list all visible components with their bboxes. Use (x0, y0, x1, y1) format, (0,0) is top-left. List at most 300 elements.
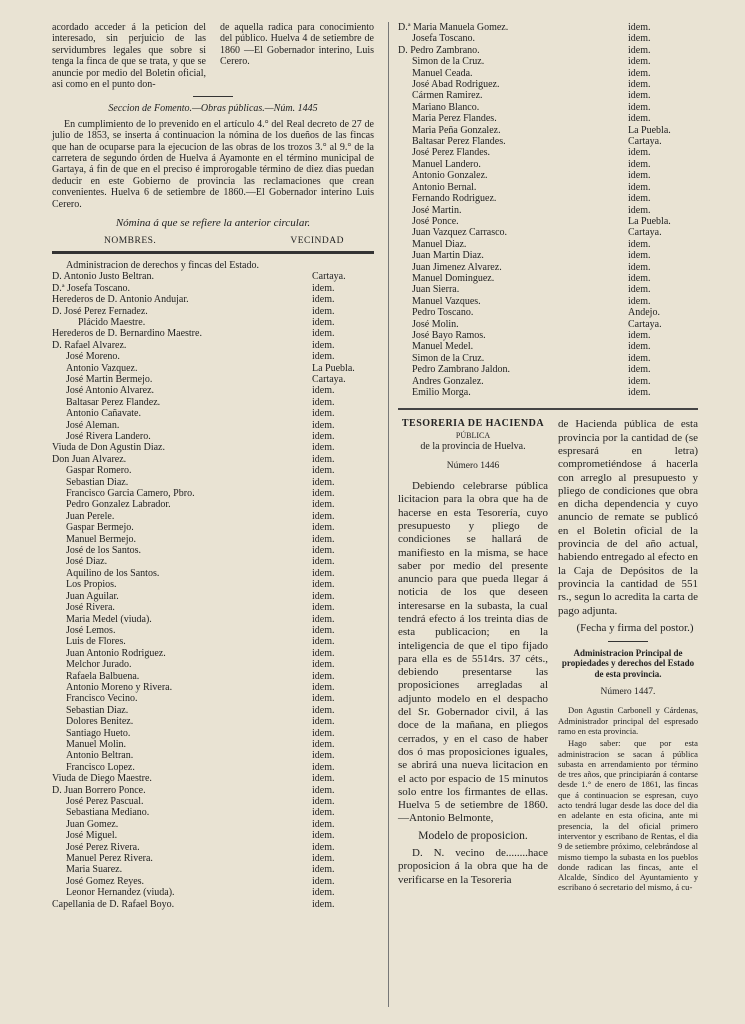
owner-name: Manuel Ceada. (412, 67, 473, 79)
thick-rule (52, 251, 374, 254)
owner-residence: idem. (312, 853, 335, 865)
owner-residence: idem. (628, 352, 651, 364)
list-item (52, 887, 374, 898)
owner-name: Melchor Jurado. (66, 659, 132, 671)
admin-entry: Administracion de derechos y fincas del Estado. (66, 259, 259, 271)
owner-residence: idem. (312, 636, 335, 648)
owner-name: Francisco Vecino. (66, 693, 138, 705)
list-item (52, 271, 374, 282)
owner-name: Sebastian Diaz. (66, 476, 129, 488)
owner-name: D. Pedro Zambrano. (398, 44, 480, 56)
owner-residence: idem. (628, 67, 651, 79)
list-item (398, 159, 698, 170)
owner-name: Juan Antonio Rodriguez. (66, 647, 166, 659)
owner-name: José Rivera Landero. (66, 431, 151, 442)
owner-residence: idem. (312, 830, 335, 842)
list-item (52, 568, 374, 579)
owner-name: José Perez Pascual. (66, 796, 144, 807)
owner-residence: idem. (312, 396, 335, 408)
owner-name: Baltasar Perez Flandez. (66, 396, 161, 408)
administracion-p1: Don Agustin Carbonell y Cárdenas, Administrador principal del espresado ramo en esta provincia. (558, 705, 698, 736)
list-item (52, 648, 374, 659)
owner-name: Antonio Vazquez. (66, 362, 138, 374)
list-item (52, 705, 374, 716)
list-item (52, 807, 374, 818)
owner-residence: idem. (628, 181, 651, 193)
continued-text-left: acordado acceder á la peticion del interesado, sin perjuicio de las servidumbres legales que sobre si tenga la finca de que se trata, y que se anuncie por medio del Boletin oficial, asi como en el punto don- (52, 22, 206, 91)
separator (193, 96, 233, 97)
list-item (398, 376, 698, 387)
list-item (52, 340, 374, 351)
owner-residence: Cartaya. (312, 271, 346, 283)
owner-residence: La Puebla. (628, 215, 671, 227)
owner-name: Simon de la Cruz. (412, 352, 485, 364)
owner-residence: idem. (628, 341, 651, 353)
owner-residence: idem. (312, 465, 335, 477)
owner-residence: idem. (628, 193, 651, 205)
continued-text (52, 22, 374, 90)
owner-name: José Martin. (412, 204, 462, 216)
owner-name: José Perez Rivera. (66, 841, 140, 853)
owner-name: Juan Vazquez Carrasco. (412, 227, 508, 239)
owner-residence: idem. (312, 898, 335, 910)
owner-name: Antonio Bernal. (412, 181, 477, 193)
owner-residence: idem. (628, 250, 651, 262)
owners-list-right (398, 22, 698, 398)
owner-name: José Martin Bermejo. (66, 373, 153, 385)
owner-residence: idem. (628, 272, 651, 284)
list-item (398, 364, 698, 375)
list-item (52, 830, 374, 841)
separator (608, 641, 648, 642)
owner-name: Luis de Flores. (66, 636, 126, 648)
owner-residence: idem. (312, 727, 335, 739)
section-heading: Seccion de Fomento.—Obras públicas.—Núm. 1445 (108, 103, 318, 115)
list-item (52, 853, 374, 864)
owner-residence: idem. (312, 750, 335, 762)
owner-residence: idem. (312, 602, 335, 614)
owner-name: Sebastiana Mediano. (66, 807, 150, 819)
owner-name: Mariano Blanco. (412, 101, 480, 113)
list-item (398, 56, 698, 67)
owner-name: Aquilino de los Santos. (66, 567, 160, 579)
owner-name: José Bayo Ramos. (412, 329, 486, 341)
owner-residence: idem. (628, 170, 651, 182)
owner-name: Juan Martin Diaz. (412, 250, 484, 262)
owner-residence: idem. (312, 419, 335, 431)
owner-residence: idem. (312, 590, 335, 602)
owner-name: Sebastian Diaz. (66, 704, 129, 716)
list-item (398, 113, 698, 124)
owner-name: D.ª Maria Manuela Gomez. (398, 22, 509, 33)
list-item (398, 102, 698, 113)
list-item (398, 216, 698, 227)
owner-residence: idem. (628, 364, 651, 376)
owner-residence: Cartaya. (628, 227, 662, 239)
list-item (52, 431, 374, 442)
owner-residence: idem. (312, 408, 335, 420)
owner-residence: idem. (312, 431, 335, 442)
list-item (52, 728, 374, 739)
owner-name: Fernando Rodriguez. (412, 193, 497, 205)
owner-residence: idem. (312, 887, 335, 899)
list-item (52, 614, 374, 625)
list-item (398, 147, 698, 158)
owner-residence: idem. (312, 659, 335, 671)
owner-name: Plácido Maestre. (78, 316, 146, 328)
owner-residence: idem. (312, 545, 335, 557)
administracion-title: Administracion Principal de propiedades y derechos del Estado de esta provincia. (561, 648, 695, 679)
owner-residence: Cartaya. (628, 136, 662, 148)
modelo-heading: Modelo de proposicion. (418, 829, 528, 842)
names-heading: NOMBRES. (104, 235, 157, 246)
owner-name: José Molin. (412, 318, 459, 330)
section-rule (398, 408, 698, 410)
list-item (398, 45, 698, 56)
owner-residence: idem. (312, 339, 335, 351)
list-item (52, 397, 374, 408)
list-item (52, 864, 374, 875)
owner-name: D.ª Josefa Toscano. (52, 282, 130, 294)
owner-name: Antonio Cañavate. (66, 408, 141, 420)
owner-name: D. Antonio Justo Beltran. (52, 271, 154, 283)
list-item (398, 205, 698, 216)
owner-residence: idem. (312, 510, 335, 522)
owner-residence: idem. (312, 305, 335, 317)
owner-name: Pedro Zambrano Jaldon. (412, 364, 511, 376)
list-item (398, 125, 698, 136)
owner-residence: idem. (628, 295, 651, 307)
notices-area (398, 418, 698, 894)
owner-name: D. Juan Borrero Ponce. (52, 784, 146, 796)
vecindad-heading: VECINDAD (290, 235, 344, 246)
owner-name: Rafaela Balbuena. (66, 670, 140, 682)
owner-residence: idem. (628, 101, 651, 113)
signature-line: (Fecha y firma del postor.) (576, 621, 694, 634)
owner-residence: idem. (312, 488, 335, 500)
owner-residence: idem. (628, 158, 651, 170)
owner-name: Maria Suarez. (66, 864, 123, 876)
administracion-p2: Hago saber: que por esta administracion se sacan á pública subasta en arrendamiento por término de tres años, que principiarán á contarse desde 1.° de enero de 1861, las fincas que á continuacion se espresan, cuyo acto tendrá lugar desde las doce del dia en adelante en esta oficina, ante mi presencia, la del oficial primero interventor y escribano de Rentas, el dia 9 de setiembre próximo, celebrándose al mismo tiempo la subasta en los pueblos donde radican las fincas, ante el Alcalde, Síndico del Ayuntamiento y escribano ó secretario del mismo, á cu- (558, 738, 698, 893)
list-item (52, 899, 374, 910)
owner-name: Viuda de Diego Maestre. (52, 773, 152, 785)
list-item (52, 328, 374, 339)
right-column (398, 22, 698, 895)
owner-name: Francisco Lopez. (66, 761, 135, 773)
list-item (52, 556, 374, 567)
list-item (52, 442, 374, 453)
owner-name: Maria Peña Gonzalez. (412, 124, 501, 136)
owner-name: Viuda de Don Agustin Diaz. (52, 442, 165, 454)
owner-name: Gaspar Romero. (66, 465, 132, 477)
owner-residence: idem. (312, 282, 335, 294)
owner-name: José Perez Flandes. (412, 147, 491, 159)
list-item (52, 750, 374, 761)
list-item (398, 319, 698, 330)
list-item (52, 602, 374, 613)
owner-residence: idem. (312, 875, 335, 887)
list-item (52, 511, 374, 522)
list-item (52, 671, 374, 682)
list-item (52, 739, 374, 750)
owner-name: Juan Sierra. (412, 284, 460, 296)
owner-residence: idem. (312, 807, 335, 819)
list-item (52, 625, 374, 636)
owner-residence: idem. (312, 693, 335, 705)
list-item (52, 385, 374, 396)
owner-residence: idem. (312, 841, 335, 853)
owner-residence: idem. (628, 204, 651, 216)
owner-residence: idem. (312, 499, 335, 511)
owner-residence: Cartaya. (312, 373, 346, 385)
owner-residence: idem. (312, 681, 335, 693)
owner-residence: idem. (628, 56, 651, 68)
owner-residence: idem. (312, 385, 335, 397)
owner-residence: idem. (628, 113, 651, 125)
list-item (398, 250, 698, 261)
tesoreria-place: de la provincia de Huelva. (420, 441, 526, 453)
owner-residence: idem. (312, 613, 335, 625)
owner-residence: idem. (628, 147, 651, 159)
list-item (52, 716, 374, 727)
owner-name: Manuel Medel. (412, 341, 474, 353)
list-item (398, 353, 698, 364)
owner-residence: idem. (628, 238, 651, 250)
owner-name: Emilio Morga. (412, 387, 471, 398)
owners-list-left (52, 271, 374, 910)
list-item (52, 374, 374, 385)
list-item (398, 79, 698, 90)
owner-name: Baltasar Perez Flandes. (412, 136, 506, 148)
nomina-title: Nómina á que se refiere la anterior circular. (115, 217, 311, 230)
list-item (52, 682, 374, 693)
list-item (52, 545, 374, 556)
owner-residence: idem. (312, 761, 335, 773)
owner-residence: idem. (312, 773, 335, 785)
list-item (398, 68, 698, 79)
list-item (52, 294, 374, 305)
owner-residence: idem. (628, 375, 651, 387)
owner-name: Capellania de D. Rafael Boyo. (52, 898, 175, 910)
list-item (52, 465, 374, 476)
list-item (52, 762, 374, 773)
proposal-continued: de Hacienda pública de esta provincia por la cantidad de (se espresará en letra) comprometiéndose á hacerla con arreglo al presupuesto y pliego de condiciones que obra en dicha dependencia y cuyo anuncio de remate se publicó en el Boletin oficial de la provincia de del año actual, habiendo entregado al efecto en la Caja de Depósitos de la provincia la cantidad de 551 rs., segun lo acredita la carta de pago adjunta. (558, 418, 698, 617)
owner-residence: idem. (628, 79, 651, 91)
owner-name: José Diaz. (66, 556, 108, 568)
owner-name: Herederos de D. Bernardino Maestre. (52, 328, 202, 340)
owner-name: Los Propios. (66, 579, 117, 591)
administracion-number: Número 1447. (600, 687, 656, 698)
owner-residence: idem. (628, 90, 651, 102)
owner-name: Don Juan Alvarez. (52, 453, 127, 465)
list-item (398, 227, 698, 238)
owner-residence: idem. (312, 864, 335, 876)
owner-name: José Abad Rodriguez. (412, 79, 500, 91)
list-item (398, 341, 698, 352)
owner-name: José Antonio Alvarez. (66, 385, 155, 397)
list-item (52, 842, 374, 853)
owner-name: José de los Santos. (66, 545, 141, 557)
owner-name: José Rivera. (66, 602, 115, 614)
owner-residence: idem. (628, 33, 651, 45)
owner-residence: idem. (312, 784, 335, 796)
owner-name: Antonio Gonzalez. (412, 170, 488, 182)
owner-name: José Gomez Reyes. (66, 875, 145, 887)
owner-name: Simon de la Cruz. (412, 56, 485, 68)
list-item (398, 262, 698, 273)
continued-text-right: de aquella radica para conocimiento del público. Huelva 4 de setiembre de 1860 —El Gobernador interino, Luis Cerero. (220, 22, 374, 68)
list-item (52, 351, 374, 362)
owner-name: José Ponce. (412, 215, 459, 227)
owner-name: Juan Aguilar. (66, 590, 119, 602)
list-item (52, 306, 374, 317)
owner-name: Manuel Molin. (66, 738, 126, 750)
list-item (52, 591, 374, 602)
owner-name: Manuel Landero. (412, 158, 481, 170)
owner-residence: idem. (312, 316, 335, 328)
list-item (52, 693, 374, 704)
owner-name: Leonor Hernandez (viuda). (66, 887, 175, 899)
owner-name: Francisco Garcia Camero, Pbro. (66, 488, 195, 500)
owner-name: Herederos de D. Antonio Andujar. (52, 294, 189, 306)
owner-name: José Miguel. (66, 830, 118, 842)
owner-residence: La Puebla. (312, 362, 355, 374)
column-divider (388, 22, 389, 1007)
list-item (398, 170, 698, 181)
tesoreria-subtitle: PÚBLICA (455, 430, 491, 440)
owner-residence: idem. (628, 284, 651, 296)
owner-residence: Cartaya. (628, 318, 662, 330)
owner-name: Andres Gonzalez. (412, 375, 484, 387)
owner-residence: idem. (628, 22, 651, 33)
owner-residence: idem. (312, 567, 335, 579)
list-item (52, 819, 374, 830)
list-item (398, 387, 698, 398)
owner-residence: idem. (628, 261, 651, 273)
list-item (52, 785, 374, 796)
list-item (398, 22, 698, 33)
owner-residence: idem. (312, 579, 335, 591)
list-item (52, 876, 374, 887)
owner-residence: idem. (312, 533, 335, 545)
owner-name: José Moreno. (66, 351, 120, 363)
owner-residence: idem. (628, 329, 651, 341)
intro-paragraph: En cumplimiento de lo prevenido en el artículo 4.° del Real decreto de 27 de julio de 1853, se inserta á continuacion la nómina de los dueños de las fincas que han de ocuparse para la ejecucion de las obras de los trozos 3.° al 9.° de la carretera de segundo órden de Huelva á Ayamonte en el término municipal de Gartaya, á fin de que en el preciso é improrogable término de diez dias puedan deducir en este Gobierno de provincia las reclamaciones que crean convenientes. Huelva 6 de setiembre de 1860.—El Gobernador interino Luis Cerero. (52, 118, 374, 210)
owner-residence: idem. (312, 522, 335, 534)
owner-name: Cármen Ramirez. (412, 90, 483, 102)
list-item (52, 534, 374, 545)
owner-name: Manuel Dominguez. (412, 272, 495, 284)
list-item (398, 284, 698, 295)
owner-name: D. Rafael Alvarez. (52, 339, 127, 351)
owner-name: Juan Perele. (66, 510, 115, 522)
list-item (52, 636, 374, 647)
list-item (52, 477, 374, 488)
owner-residence: idem. (312, 796, 335, 807)
owner-residence: idem. (312, 351, 335, 363)
list-item (398, 330, 698, 341)
list-item (52, 408, 374, 419)
list-item (52, 283, 374, 294)
owner-residence: idem. (312, 624, 335, 636)
owner-name: Dolores Benitez. (66, 716, 134, 728)
left-column (52, 22, 374, 910)
owner-residence: idem. (312, 294, 335, 306)
owner-name: D. José Perez Fernadez. (52, 305, 148, 317)
owner-name: Antonio Moreno y Rivera. (66, 681, 173, 693)
owner-name: Juan Gomez. (66, 818, 119, 830)
owner-residence: idem. (312, 647, 335, 659)
owner-residence: idem. (312, 716, 335, 728)
owner-name: José Lemos. (66, 624, 116, 636)
owner-residence: idem. (312, 442, 335, 454)
list-item (52, 796, 374, 807)
list-item (52, 773, 374, 784)
owner-name: José Aleman. (66, 419, 120, 431)
owner-residence: idem. (312, 453, 335, 465)
owner-name: Pedro Gonzalez Labrador. (66, 499, 171, 511)
list-item (52, 420, 374, 431)
owner-name: Antonio Beltran. (66, 750, 134, 762)
list-item (398, 136, 698, 147)
list-item (52, 317, 374, 328)
tesoreria-number: Número 1446 (446, 460, 500, 471)
owner-residence: La Puebla. (628, 124, 671, 136)
owner-residence: idem. (312, 738, 335, 750)
list-item (398, 90, 698, 101)
list-item (52, 659, 374, 670)
list-item (52, 499, 374, 510)
owner-residence: idem. (628, 44, 651, 56)
list-item (398, 182, 698, 193)
owner-residence: idem. (312, 556, 335, 568)
owner-name: Santiago Hueto. (66, 727, 131, 739)
list-item (52, 454, 374, 465)
proposal-start: D. N. vecino de........hace proposicion á la obra que ha de verificarse en la Tesoreria (398, 847, 548, 886)
owner-residence: idem. (312, 476, 335, 488)
tesoreria-notice (398, 418, 548, 894)
list-item (398, 239, 698, 250)
second-notice-column (558, 418, 698, 894)
tesoreria-title: TESORERIA DE HACIENDA (401, 418, 545, 430)
list-item (52, 522, 374, 533)
owner-residence: Andejo. (628, 307, 660, 319)
owner-name: Manuel Vazques. (412, 295, 481, 307)
owner-name: Maria Perez Flandes. (412, 113, 497, 125)
owner-name: Gaspar Bermejo. (66, 522, 134, 534)
list-item (398, 33, 698, 44)
owner-name: Josefa Toscano. (412, 33, 475, 45)
owner-name: Manuel Diaz. (412, 238, 467, 250)
owner-name: Juan Jimenez Alvarez. (412, 261, 502, 273)
owner-residence: idem. (312, 818, 335, 830)
tesoreria-body: Debiendo celebrarse pública licitacion para la obra que ha de hacerse en esta Tesorería, cuyo presupuesto y pliego de condiciones se hallará de manifiesto en la misma, se hace saber por medio del presente anuncio para que pueda llegar á noticia de los que deseen interesarse en la subasta, la cual tendrá efecto á los treinta dias de esta publicacion; en la inteligencia de que el tipo fijado para ella es de 5514rs. 37 céts., debiendo presentarse las proposiciones arregladas al adjunto modelo en el despacho del Sr. Gobernador civil, á las doce de la mañana, en pliegos cerrados, y en el caso de haber dos ó mas proposiciones iguales, se abrirá una nueva licitacion en el acto por espacio de 15 minutos solo entre los firmantes de ellas. Huelva 5 de setiembre de 1860.—Antonio Belmonte, (398, 480, 548, 825)
list-item (52, 488, 374, 499)
owner-name: Pedro Toscano. (412, 307, 474, 319)
list-item (52, 363, 374, 374)
owner-residence: idem. (312, 328, 335, 340)
column-headings (52, 234, 374, 249)
owner-name: Manuel Perez Rivera. (66, 853, 153, 865)
owner-name: Manuel Bermejo. (66, 533, 136, 545)
list-item (398, 193, 698, 204)
owner-residence: idem. (628, 387, 651, 398)
owner-residence: idem. (312, 670, 335, 682)
list-item (52, 579, 374, 590)
owner-residence: idem. (312, 704, 335, 716)
list-item (398, 273, 698, 284)
administracion-notice (558, 648, 698, 893)
